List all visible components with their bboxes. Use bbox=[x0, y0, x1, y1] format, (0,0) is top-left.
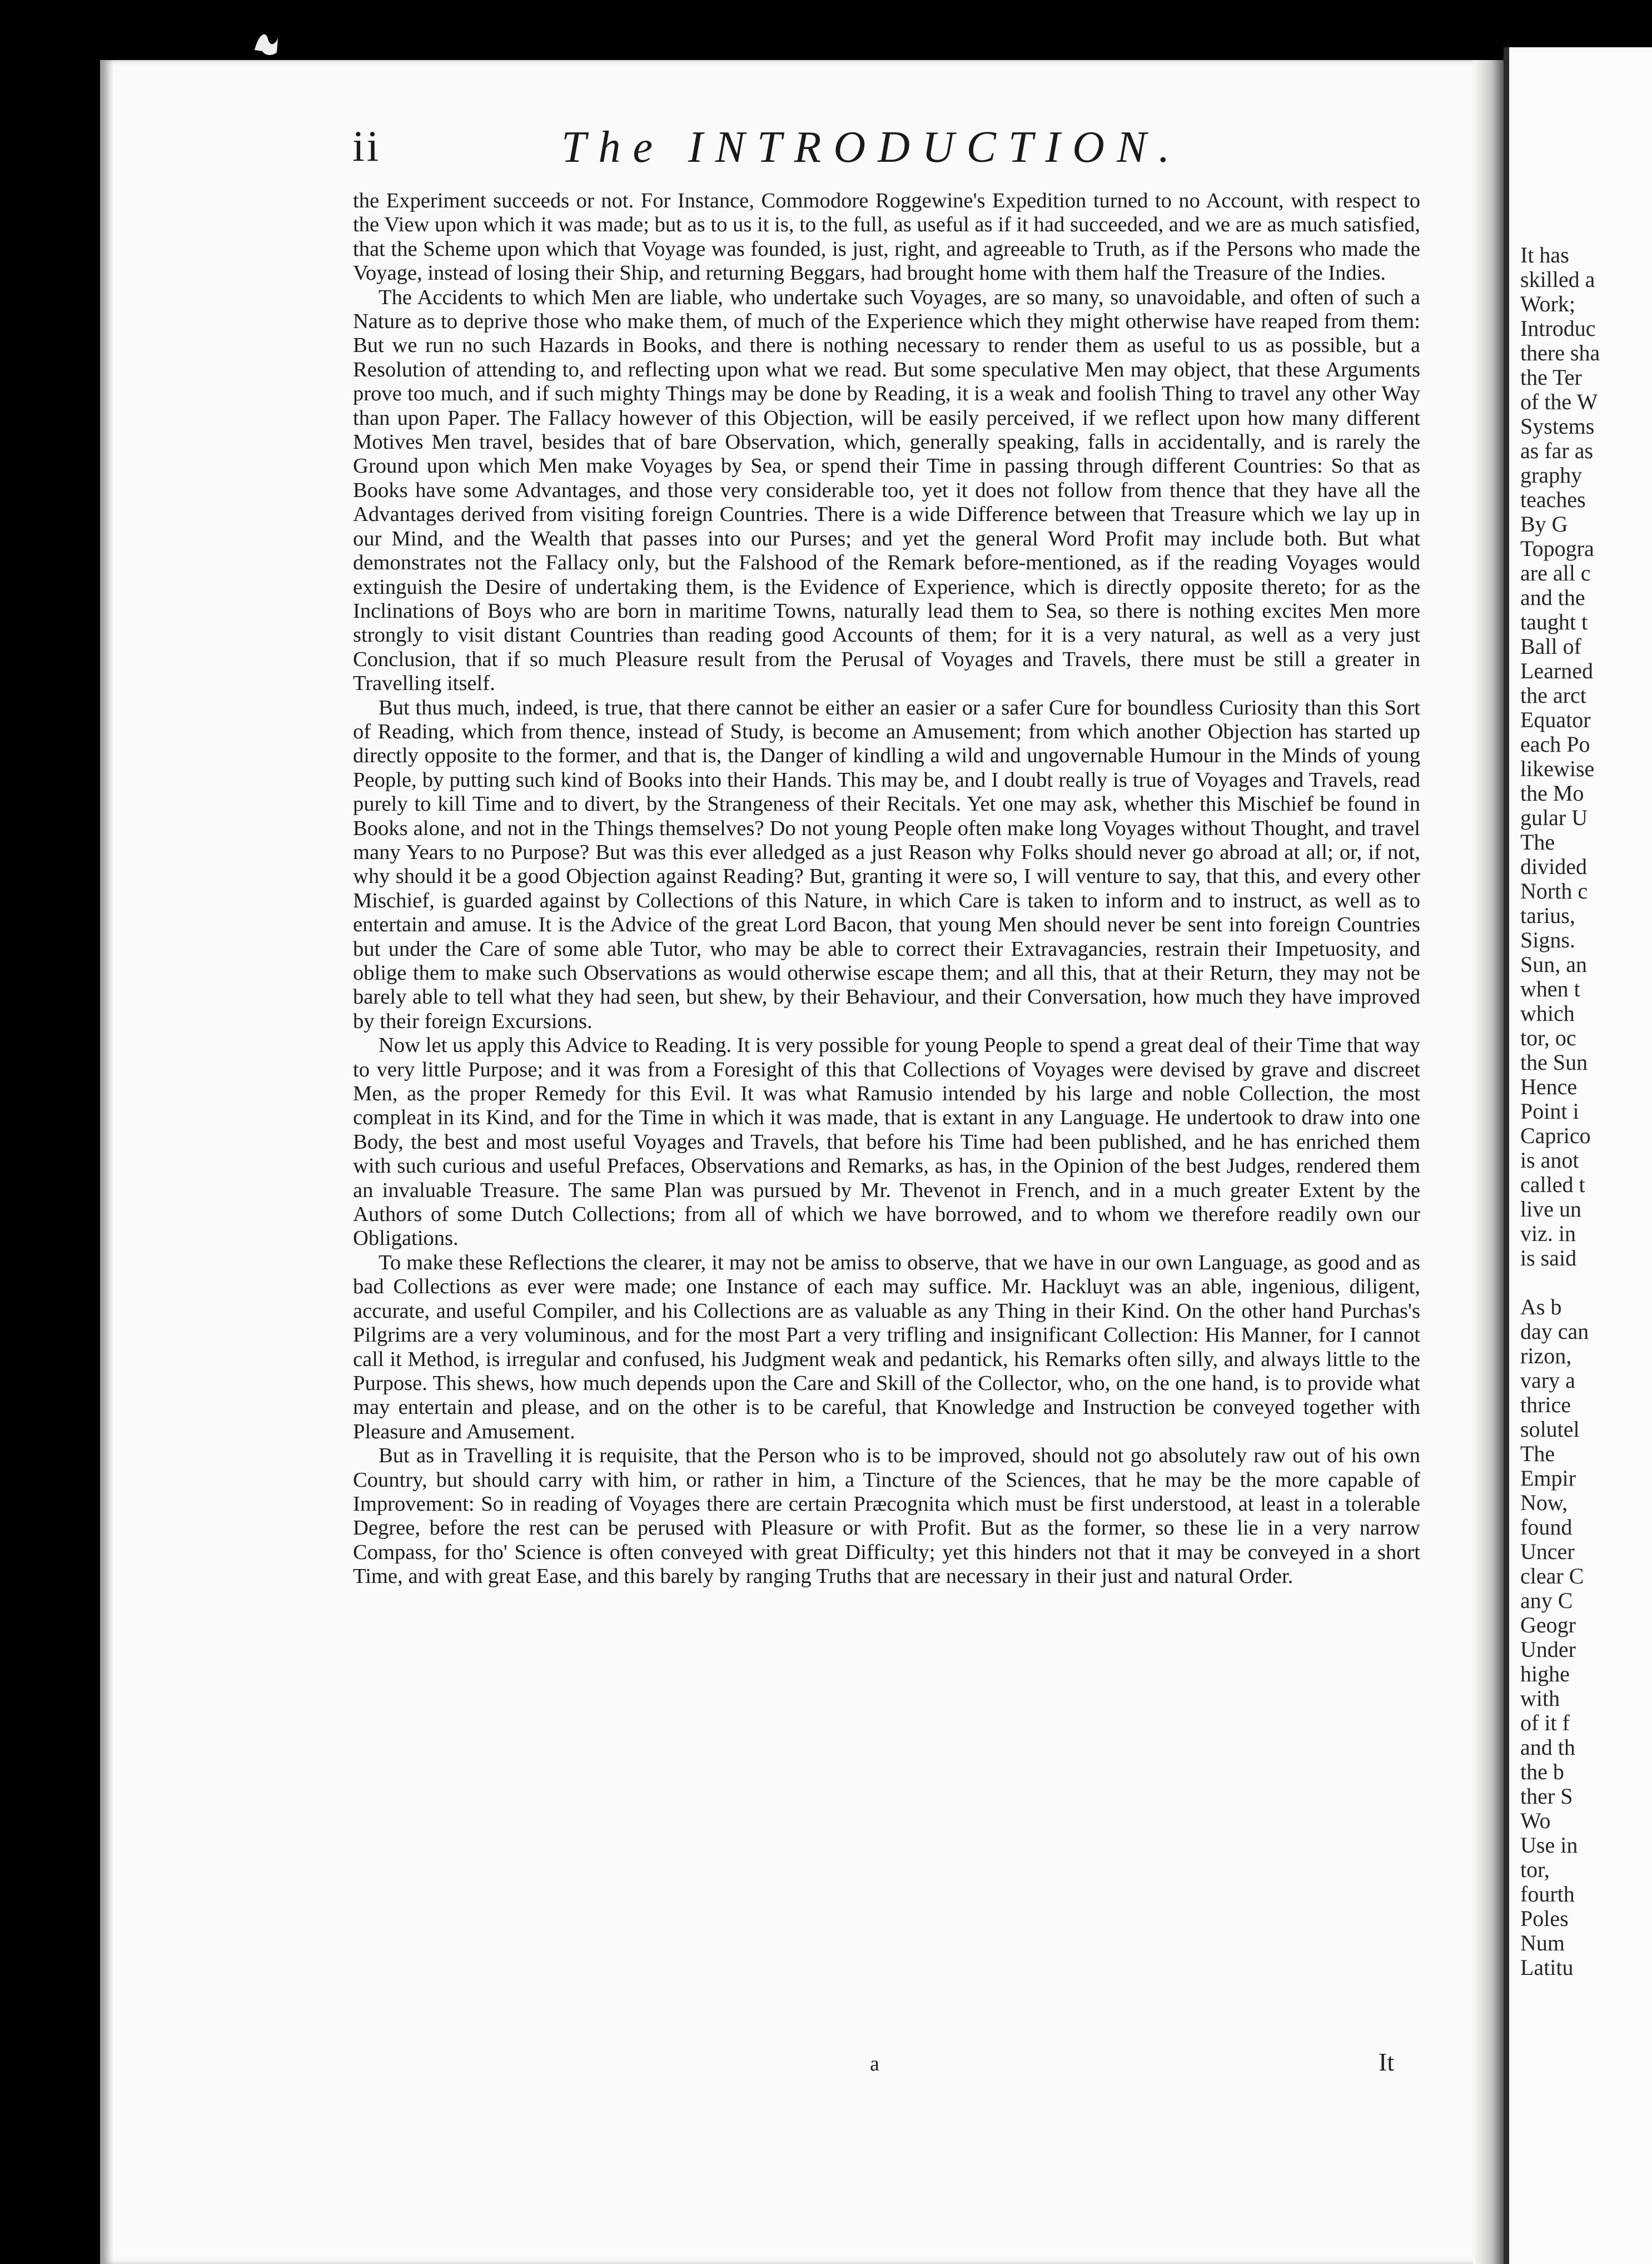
facing-page-line: By G bbox=[1520, 512, 1568, 537]
facing-page-line: live un bbox=[1520, 1196, 1581, 1222]
facing-page-line: Signs. bbox=[1520, 927, 1575, 952]
facing-page-line: called t bbox=[1520, 1172, 1585, 1197]
catchword: It bbox=[1379, 2048, 1395, 2076]
paragraph: The Accidents to which Men are liable, who undertake such Voyages, are so many, so unavoidable, and often of such a Nature as to deprive those who make them, of much of the Experience which they might otherwise have reaped from them: But we run no such Hazards in Books, and there is nothing necessary to render them as useful to us as possible, but a Resolution of attending to, and reflecting upon what we read. But some speculative Men may object, that these Arguments prove too much, and if such mighty Things may be done by Reading, it is a weak and foolish Thing to travel any other Way than upon Paper. The Fallacy however of this Objection, will be easily perceived, if we reflect upon how many different Motives Men travel, besides that of bare Observation, which, generally speaking, falls in accidentally, and is rarely the Ground upon which Men make Voyages by Sea, or spend their Time in passing through different Countries: So that as Books have some Advantages, and those very considerable too, yet it does not follow from thence that they have all the Advantages derived from visiting foreign Countries. There is a wide Difference between that Treasure which we lay up in our Mind, and the Wealth that passes into our Purses; and yet the general Word Profit may include both. But what demonstrates not the Fallacy only, but the Falshood of the Remark before-mentioned, as if the reading Voyages would extinguish the Desire of undertaking them, is the Evidence of Experience, which is directly opposite thereto; for as the Inclinations of Boys who are born in maritime Towns, naturally lead them to Sea, so there is nothing excites Men more strongly to visit distant Countries than reading good Accounts of them; for it is a very natural, as well as a very just Conclusion, that if so much Pleasure result from the Perusal of Voyages and Travels, there must be still a greater in Travelling itself. bbox=[353, 285, 1420, 696]
facing-page-line: Sun, an bbox=[1520, 952, 1587, 977]
facing-page-line: Systems bbox=[1520, 414, 1595, 439]
facing-page-line: day can bbox=[1520, 1319, 1589, 1344]
facing-page-line: clear C bbox=[1520, 1563, 1584, 1588]
facing-page-line: tarius, bbox=[1520, 903, 1575, 928]
corner-ornament-icon bbox=[249, 28, 282, 61]
facing-page-line: graphy bbox=[1520, 463, 1583, 488]
facing-page-line: Uncer bbox=[1520, 1539, 1575, 1564]
facing-page-line: Poles bbox=[1520, 1906, 1569, 1931]
facing-page-line: Under bbox=[1520, 1637, 1576, 1662]
main-text-block bbox=[353, 189, 1420, 2018]
facing-page-line: rizon, bbox=[1520, 1343, 1572, 1368]
facing-page-line: taught t bbox=[1520, 609, 1588, 634]
facing-page-line: viz. in bbox=[1520, 1221, 1576, 1246]
facing-page-line: Caprico bbox=[1520, 1123, 1591, 1148]
facing-page-line: and th bbox=[1520, 1735, 1575, 1760]
facing-page-line: Learned bbox=[1520, 658, 1594, 683]
book-gutter bbox=[1473, 60, 1506, 2264]
facing-page-line: is anot bbox=[1520, 1148, 1579, 1173]
page-left-edge-shadow bbox=[100, 60, 113, 2264]
facing-page-line: Empir bbox=[1520, 1466, 1576, 1491]
facing-page-line: likewise bbox=[1520, 756, 1595, 781]
paragraph: But as in Travelling it is requisite, that the Person who is to be improved, should not go absolutely raw out of his own Country, but should carry with him, or rather in him, a Tincture of the Sciences, that he may be the more capable of Improvement: So in reading of Voyages there are certain Præcognita which must be first understood, at least in a tolerable Degree, before the rest can be perused with Pleasure or with Profit. But as the former, so these lie in a very narrow Compass, for tho' Science is often conveyed with great Difficulty; yet this hinders not that it may be conveyed in a short Time, and with great Ease, and this barely by ranging Truths that are necessary in their just and natural Order. bbox=[353, 1444, 1420, 1588]
facing-page-line: found bbox=[1520, 1515, 1573, 1540]
facing-page-line: the Mo bbox=[1520, 781, 1584, 806]
facing-page bbox=[1504, 47, 1652, 2264]
facing-page-line: ther S bbox=[1520, 1784, 1573, 1809]
facing-page-line bbox=[1520, 1270, 1652, 1295]
facing-page-line: when t bbox=[1520, 976, 1580, 1001]
facing-page-line: are all c bbox=[1520, 560, 1591, 585]
facing-page-line: tor, oc bbox=[1520, 1025, 1576, 1050]
facing-page-line: fourth bbox=[1520, 1881, 1575, 1906]
paragraph: the Experiment succeeds or not. For Instance, Commodore Roggewine's Expedition turned to no Account, with respect to the View upon which it was made; but as to us it is, to the full, as useful as if it had succeeded, and we are as much satisfied, that the Scheme upon which that Voyage was founded, is just, right, and agreeable to Truth, as if the Persons who made the Voyage, instead of losing their Ship, and returning Beggars, had brought home with them half the Treasure of the Indies. bbox=[353, 189, 1420, 285]
facing-page-line: Work; bbox=[1520, 291, 1575, 316]
facing-page-line: there sha bbox=[1520, 340, 1600, 365]
facing-page-line: gular U bbox=[1520, 805, 1588, 830]
facing-page-line: Ball of bbox=[1520, 634, 1581, 659]
facing-page-line: The bbox=[1520, 830, 1555, 855]
facing-page-line: with bbox=[1520, 1686, 1560, 1711]
paragraph: But thus much, indeed, is true, that there cannot be either an easier or a safer Cure for boundless Curiosity than this Sort of Reading, which from thence, instead of Study, is become an Amusement; from which another Objection has started up directly opposite to the former, and that is, the Danger of kindling a wild and ungovernable Humour in the Minds of young People, by putting such kind of Books into their Hands. This may be, and I doubt really is true of Voyages and Travels, read purely to kill Time and to divert, by the Strangeness of their Recitals. Yet one may ask, whether this Mischief be found in Books alone, and not in the Things themselves? Do not young People often make long Voyages without Thought, and travel many Years to no Purpose? But was this ever alledged as a just Reason why Folks should never go abroad at all; or, if not, why should it be a good Objection against Reading? But, granting it were so, I will venture to say, that this, and every other Mischief, is guarded against by Collections of this Nature, in which Care is taken to inform and to instruct, as well as to entertain and amuse. It is the Advice of the great Lord Bacon, that young Men should never be sent into foreign Countries but under the Care of some able Tutor, who may be able to correct their Extravagancies, restrain their Impetuosity, and oblige them to make such Observations as would otherwise escape them; and all this, that at their Return, they may not be barely able to tell what they had seen, but shew, by their Behaviour, and their Conversation, how much they have improved by their foreign Excursions. bbox=[353, 696, 1420, 1033]
facing-page-line: solutel bbox=[1520, 1417, 1580, 1442]
signature-mark: a bbox=[870, 2052, 879, 2076]
facing-page-line: the b bbox=[1520, 1759, 1564, 1784]
page-number: ii bbox=[352, 122, 381, 170]
facing-page-line: Latitu bbox=[1520, 1955, 1574, 1980]
facing-page-line: vary a bbox=[1520, 1368, 1575, 1393]
paragraph: Now let us apply this Advice to Reading. It is very possible for young People to spend a great deal of their Time that way to very little Purpose; and it was from a Foresight of this that Collections of Voyages were devised by grave and discreet Men, as the proper Remedy for this Evil. It was what Ramusio intended by his large and noble Collection, the most compleat in its Kind, and for the Time in which it was made, that is extant in any Language. He undertook to draw into one Body, the best and most useful Voyages and Travels, that before his Time had been published, and he has enriched them with such curious and useful Prefaces, Observations and Remarks, as has, in the Opinion of the best Judges, rendered them an invaluable Treasure. The same Plan was pursued by Mr. Thevenot in French, and in a much greater Extent by the Authors of some Dutch Collections; from all of which we have borrowed, and to whom we therefore readily own our Obligations. bbox=[353, 1034, 1420, 1250]
facing-page-line: any C bbox=[1520, 1588, 1573, 1613]
facing-page-line: Geogr bbox=[1520, 1612, 1576, 1637]
facing-page-line: is said bbox=[1520, 1245, 1577, 1270]
facing-page-line: Topogra bbox=[1520, 536, 1594, 561]
facing-page-line: The bbox=[1520, 1441, 1555, 1466]
facing-page-line: highe bbox=[1520, 1661, 1570, 1686]
facing-page-line: teaches bbox=[1520, 487, 1586, 512]
facing-page-line: Hence bbox=[1520, 1074, 1578, 1099]
page-title: The INTRODUCTION. bbox=[561, 123, 1182, 172]
facing-page-line: as far as bbox=[1520, 438, 1594, 463]
facing-page-line: and the bbox=[1520, 585, 1585, 610]
facing-page-line: Use in bbox=[1520, 1833, 1578, 1858]
facing-page-line: each Po bbox=[1520, 732, 1590, 757]
facing-page-line: of it f bbox=[1520, 1710, 1570, 1735]
facing-page-line: the arct bbox=[1520, 683, 1586, 708]
facing-page-line: Now, bbox=[1520, 1490, 1568, 1515]
facing-page-line: the Ter bbox=[1520, 365, 1582, 390]
facing-page-line: Num bbox=[1520, 1930, 1565, 1955]
facing-page-line: Wo bbox=[1520, 1808, 1551, 1833]
facing-page-text bbox=[1520, 243, 1652, 1980]
facing-page-line: As b bbox=[1520, 1294, 1562, 1319]
facing-page-line: divided bbox=[1520, 854, 1587, 879]
facing-page-line: Equator bbox=[1520, 707, 1591, 732]
facing-page-line: thrice bbox=[1520, 1392, 1571, 1417]
facing-page-line: the Sun bbox=[1520, 1050, 1588, 1075]
facing-page-line: skilled a bbox=[1520, 267, 1595, 292]
paragraph: To make these Reflections the clearer, it may not be amiss to observe, that we have in our own Language, as good and as bad Collections as ever were made; one Instance of each may suffice. Mr. Hackluyt was an able, ingenious, diligent, accurate, and useful Compiler, and his Collections are as valuable as any Thing in their Kind. On the other hand Purchas's Pilgrims are a very voluminous, and for the most Part a very trifling and insignificant Collection: His Manner, for I cannot call it Method, is irregular and confused, his Judgment weak and pedantick, his Remarks often silly, and always little to the Purpose. This shews, how much depends upon the Care and Skill of the Collector, who, on the one hand, is to provide what may entertain and please, and on the other is to be careful, that Knowledge and Instruction be conveyed together with Pleasure and Amusement. bbox=[353, 1250, 1420, 1443]
facing-page-line: It has bbox=[1520, 242, 1569, 267]
facing-page-line: tor, bbox=[1520, 1857, 1550, 1882]
facing-page-line: North c bbox=[1520, 878, 1588, 903]
facing-page-line: of the W bbox=[1520, 389, 1598, 414]
facing-page-line: which bbox=[1520, 1001, 1575, 1026]
facing-page-line: Introduc bbox=[1520, 316, 1596, 341]
facing-page-line: Point i bbox=[1520, 1099, 1579, 1124]
